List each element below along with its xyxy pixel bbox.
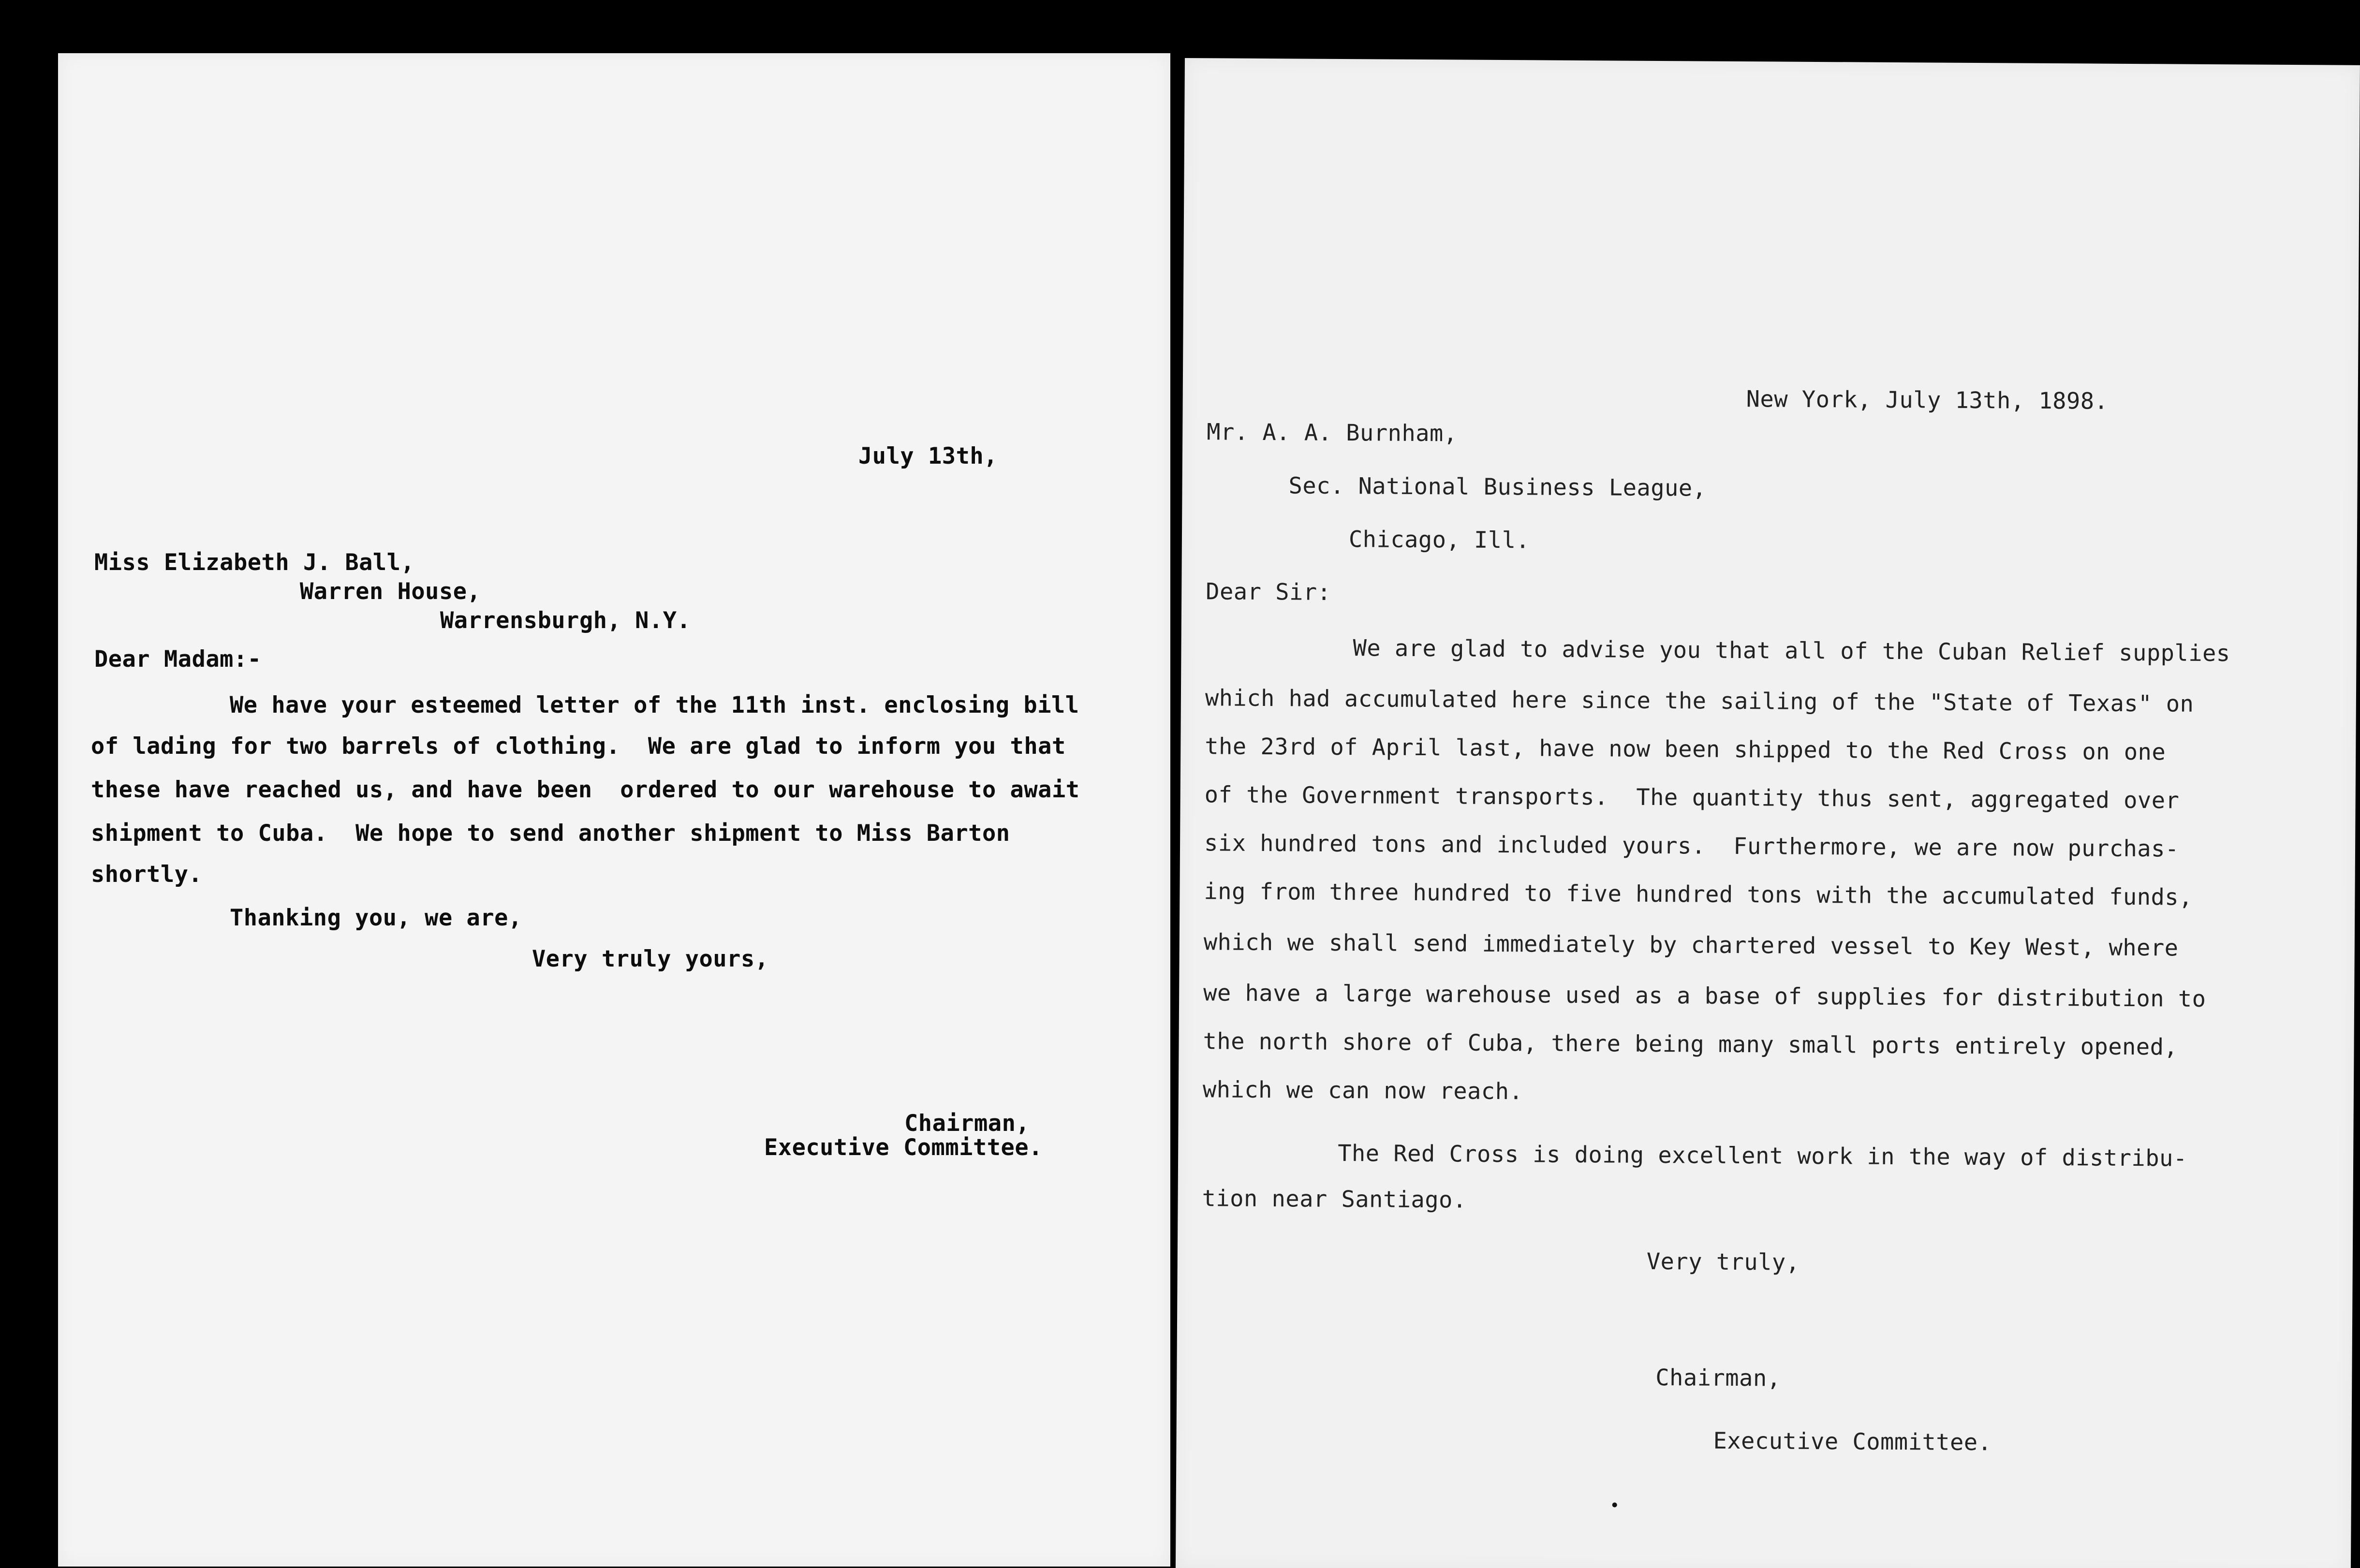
body-line: we have a large warehouse used as a base of supplies for distribution to — [1203, 980, 2206, 1012]
letter-date: New York, July 13th, 1898. — [1746, 386, 2109, 415]
signature-committee: Executive Committee. — [1713, 1427, 1992, 1456]
signature-title: Chairman, — [1655, 1364, 1781, 1392]
body-line: of the Government transports. The quantity thus sent, aggregated over — [1204, 781, 2180, 814]
body-line: We have your esteemed letter of the 11th inst. enclosing bill — [230, 692, 1079, 718]
body-line: six hundred tons and included yours. Furthermore, we are now purchas- — [1204, 830, 2179, 863]
letter-date: July 13th, — [858, 443, 998, 469]
closing-line: Thanking you, we are, — [230, 905, 522, 931]
body-line: which we shall send immediately by chartered vessel to Key West, where — [1203, 929, 2179, 962]
body-line: tion near Santiago. — [1202, 1185, 1467, 1214]
closing-line: Very truly yours, — [532, 946, 769, 972]
signature-title: Chairman, — [904, 1110, 1030, 1137]
signature-committee: Executive Committee. — [764, 1134, 1043, 1161]
body-line: of lading for two barrels of clothing. We are glad to inform you that — [91, 733, 1066, 760]
salutation: Dear Sir: — [1206, 578, 1331, 606]
body-line: shortly. — [91, 861, 203, 888]
body-line: which had accumulated here since the sailing of the "State of Texas" on — [1205, 685, 2194, 718]
addressee-line3: Chicago, Ill. — [1348, 526, 1530, 554]
body-line: ing from three hundred to five hundred tons with the accumulated funds, — [1204, 878, 2193, 911]
body-line: the north shore of Cuba, there being many small ports entirely opened, — [1203, 1028, 2178, 1061]
addressee-line2: Sec. National Business League, — [1288, 472, 1707, 502]
body-line: these have reached us, and have been ordered to our warehouse to await — [91, 777, 1080, 803]
ink-speck — [1612, 1502, 1617, 1507]
addressee-name: Miss Elizabeth J. Ball, — [94, 549, 415, 576]
addressee-line2: Warren House, — [300, 578, 481, 605]
letter-page-right — [1176, 58, 2360, 1568]
addressee-name: Mr. A. A. Burnham, — [1207, 419, 1458, 447]
body-line: The Red Cross is doing excellent work in the way of distribu- — [1337, 1140, 2187, 1172]
closing-line: Very truly, — [1646, 1248, 1800, 1276]
body-line: shipment to Cuba. We hope to send another shipment to Miss Barton — [91, 820, 1010, 847]
body-line: the 23rd of April last, have now been shipped to the Red Cross on one — [1205, 733, 2166, 766]
letter-page-left — [58, 53, 1170, 1567]
body-line: which we can now reach. — [1202, 1076, 1523, 1105]
addressee-line3: Warrensburgh, N.Y. — [440, 607, 691, 634]
salutation: Dear Madam:- — [94, 646, 262, 673]
body-line: We are glad to advise you that all of the Cuban Relief supplies — [1353, 635, 2230, 667]
